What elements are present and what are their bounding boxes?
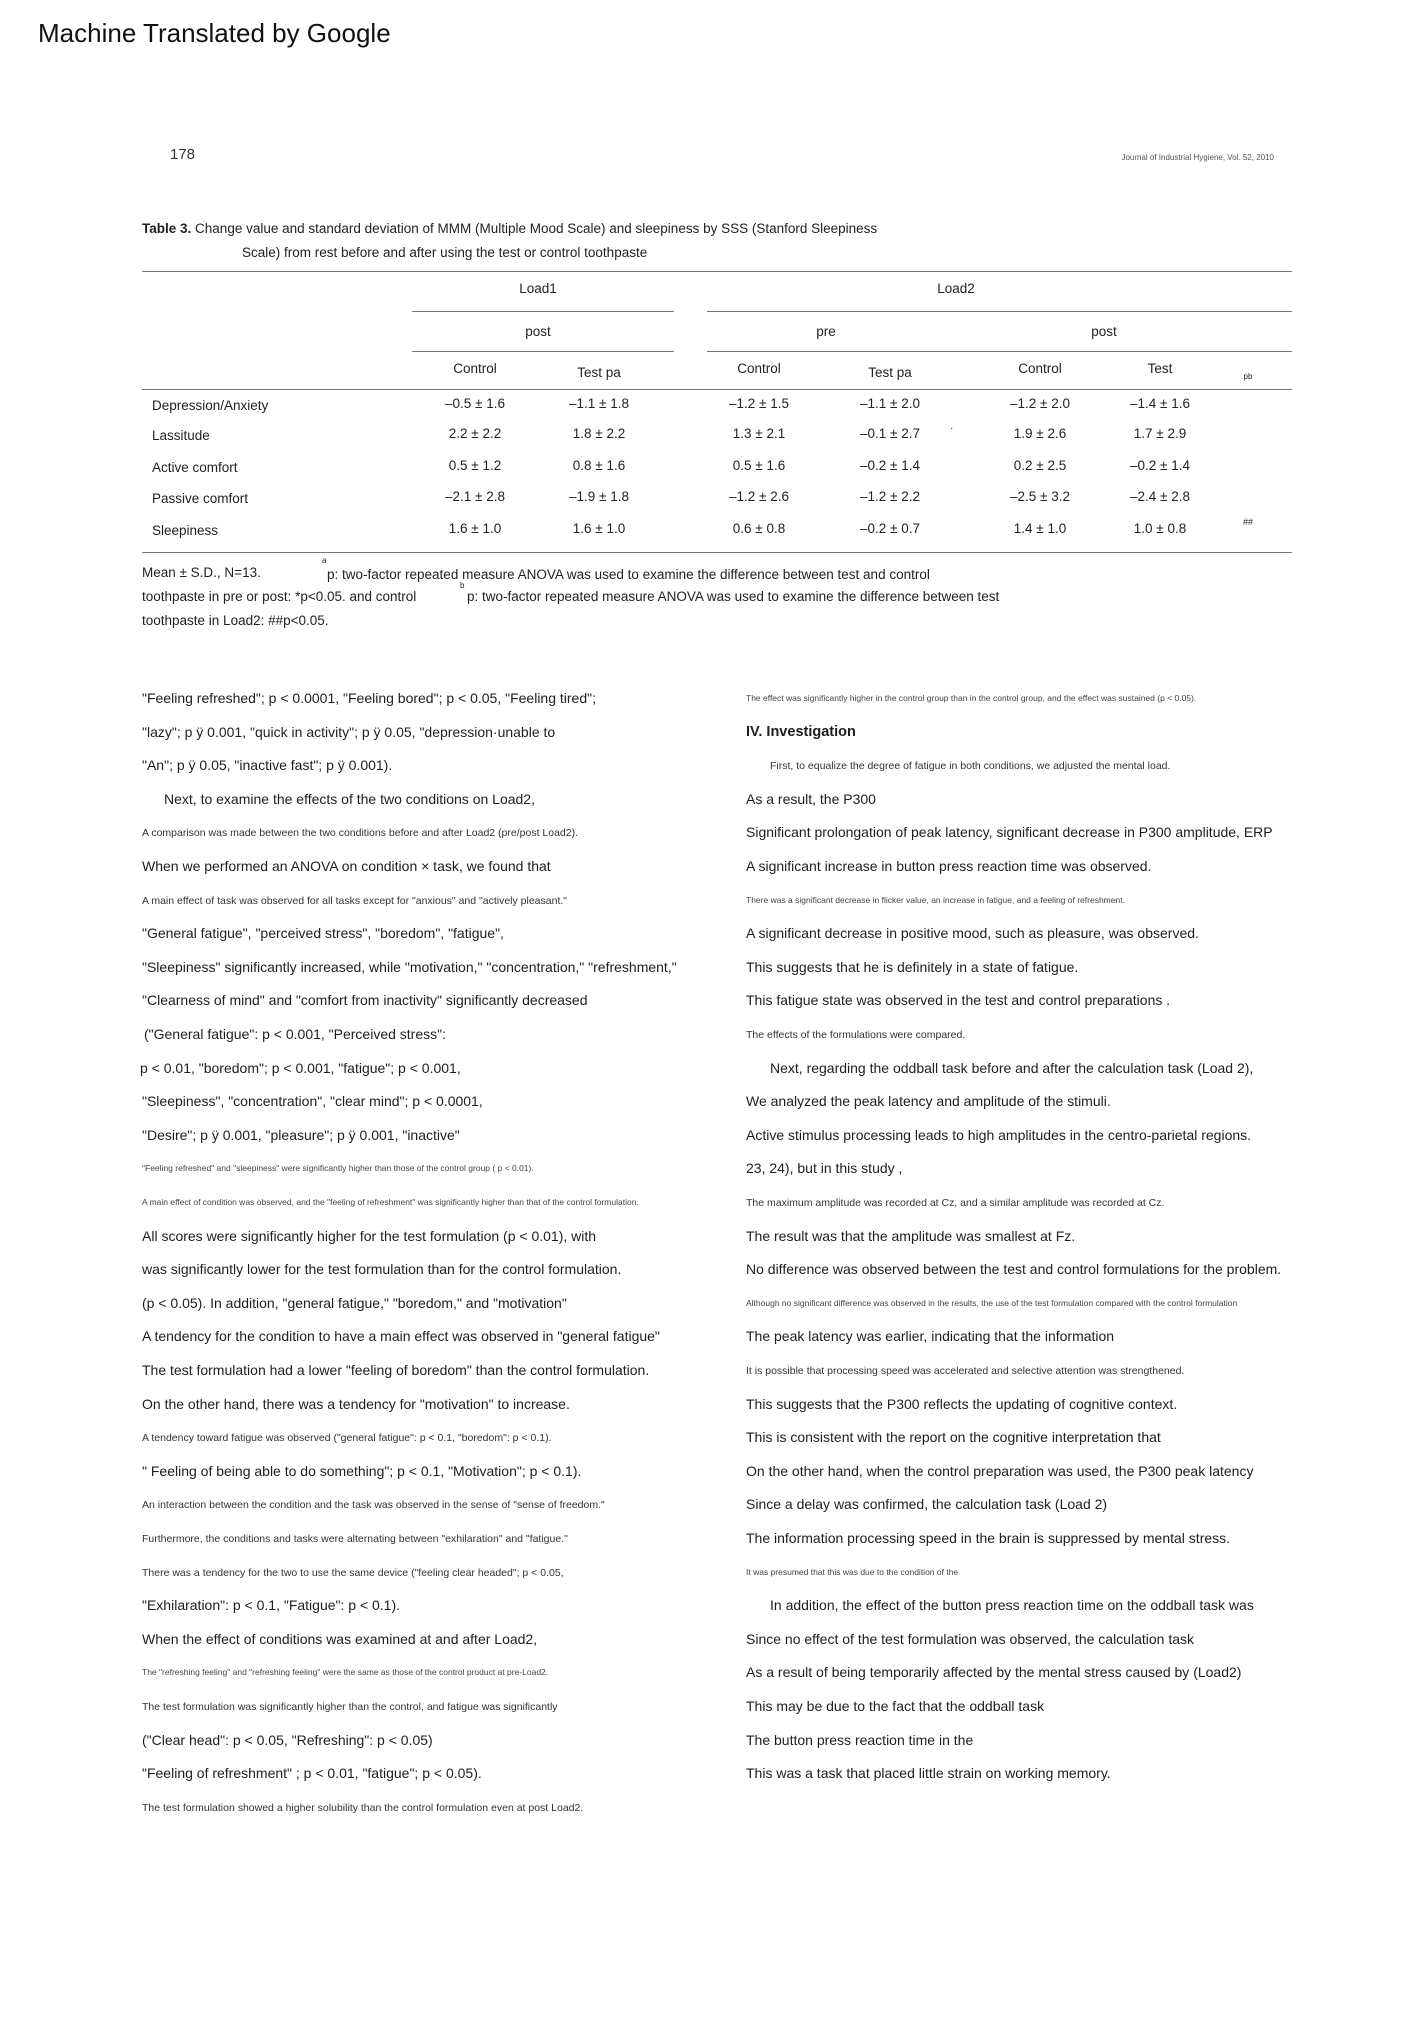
text-line: "Sleepiness" significantly increased, while "motivation," "concentration," "refreshment," (142, 958, 677, 975)
table-cell: 0.6 ± 0.8 (732, 521, 786, 536)
col-header-pb: pb (1243, 372, 1253, 381)
subheader-load1-post: post (525, 324, 551, 339)
text-line: It is possible that processing speed was accelerated and selective attention was strengthened. (746, 1365, 1185, 1377)
text-line: This is consistent with the report on the cognitive interpretation that (746, 1429, 1161, 1446)
text-line: The effects of the formulations were compared. (746, 1029, 966, 1041)
row-label: Sleepiness (152, 523, 219, 538)
table-cell: –2.5 ± 3.2 (1010, 489, 1070, 504)
table-caption-text: Change value and standard deviation of MMM (Multiple Mood Scale) and sleepiness by SSS (Stanford Sleepiness (195, 221, 878, 236)
text-line: ("General fatigue": p < 0.001, "Perceived stress": (144, 1026, 446, 1042)
table-cell: –1.4 ± 1.6 (1130, 396, 1190, 411)
footnote-pb: p: two-factor repeated measure ANOVA was used to examine the difference between test (467, 589, 1000, 604)
text-line: A tendency for the condition to have a main effect was observed in "general fatigue" (142, 1328, 660, 1345)
row-label: Depression/Anxiety (152, 398, 269, 413)
table-cell: –0.5 ± 1.6 (445, 396, 505, 411)
table-cell: 0.5 ± 1.2 (448, 458, 502, 473)
text-line: (p < 0.05). In addition, "general fatigue," "boredom," and "motivation" (142, 1294, 567, 1311)
footnote-sup-a: a (322, 556, 327, 565)
text-line: When we performed an ANOVA on condition × task, we found that (142, 858, 551, 874)
col-header-control-1: Control (453, 361, 497, 376)
text-line: was significantly lower for the test formulation than for the control formulation. (142, 1261, 622, 1278)
load2-rule (707, 311, 1292, 312)
text-line: Significant prolongation of peak latency, significant decrease in P300 amplitude, ERP (746, 824, 1273, 841)
text-line: "General fatigue", "perceived stress", "boredom", "fatigue", (142, 925, 504, 942)
text-line: When the effect of conditions was examined at and after Load2, (142, 1630, 538, 1647)
stray-mark: · (950, 423, 954, 434)
text-line: Since no effect of the test formulation was observed, the calculation task (746, 1630, 1194, 1647)
table-cell: 1.9 ± 2.6 (1013, 426, 1067, 441)
text-line: There was a tendency for the two to use the same device ("feeling clear headed"; p < 0.05, (142, 1566, 564, 1579)
text-line: A tendency toward fatigue was observed ("general fatigue": p < 0.1, "boredom": p < 0.1). (142, 1432, 552, 1445)
text-line: The test formulation had a lower "feeling of boredom" than the control formulation. (142, 1362, 650, 1378)
table-cell: –1.2 ± 2.2 (860, 489, 920, 504)
footnote-sup-b: b (460, 581, 465, 590)
table-caption-label: Table 3. (142, 221, 192, 236)
text-line: A main effect of task was observed for all tasks except for "anxious" and "actively pleasant." (142, 894, 568, 907)
text-line: Next, regarding the oddball task before and after the calculation task (Load 2), (770, 1059, 1254, 1076)
table-cell: 0.8 ± 1.6 (572, 458, 626, 473)
subheader-load2-post: post (1091, 324, 1117, 339)
text-line: ("Clear head": p < 0.05, "Refreshing": p < 0.05) (142, 1731, 433, 1748)
subheader-load2-pre: pre (816, 324, 836, 339)
text-line: This may be due to the fact that the oddball task (746, 1698, 1045, 1714)
text-line: The test formulation showed a higher solubility than the control formulation even at post Load2. (142, 1801, 584, 1814)
table-cell: 1.6 ± 1.0 (572, 521, 626, 536)
page-number: 178 (170, 146, 196, 163)
text-line: This suggests that the P300 reflects the updating of cognitive context. (746, 1395, 1178, 1412)
footnote-pa: p: two-factor repeated measure ANOVA was used to examine the difference between test and control (327, 567, 930, 582)
text-line: The result was that the amplitude was smallest at Fz. (746, 1227, 1076, 1244)
text-line: "Feeling refreshed" and "sleepiness" were significantly higher than those of the control group ( p < 0.01). (142, 1163, 534, 1174)
text-line: On the other hand, when the control preparation was used, the P300 peak latency (746, 1462, 1254, 1479)
table-bottom-rule (142, 552, 1292, 553)
table-cell: –0.2 ± 0.7 (860, 521, 920, 536)
col-header-control-2: Control (737, 361, 781, 376)
group-header-load1: Load1 (519, 281, 557, 296)
table-caption-continuation: Scale) from rest before and after using the test or control toothpaste (242, 245, 648, 260)
table-cell: 1.8 ± 2.2 (572, 426, 626, 441)
footnote-line3: toothpaste in Load2: ##p<0.05. (142, 613, 329, 628)
journal-header: Journal of Industrial Hygiene, Vol. 52, 2010 (1121, 153, 1274, 162)
text-line: All scores were significantly higher for the test formulation (p < 0.01), with (142, 1227, 597, 1244)
text-line: "Exhilaration": p < 0.1, "Fatigue": p < 0.1). (142, 1597, 401, 1614)
table-cell: 1.4 ± 1.0 (1013, 521, 1067, 536)
pb-marker: ## (1242, 517, 1254, 527)
machine-translation-banner: Machine Translated by Google (38, 18, 391, 48)
text-line: Since a delay was confirmed, the calculation task (Load 2) (746, 1496, 1108, 1513)
text-line: First, to equalize the degree of fatigue in both conditions, we adjusted the mental load. (770, 760, 1171, 773)
table-cell: 1.7 ± 2.9 (1133, 426, 1187, 441)
text-line: Although no significant difference was observed in the results, the use of the test formulation compared with the control formulation (746, 1297, 1238, 1308)
table-cell: –0.2 ± 1.4 (1130, 458, 1190, 473)
text-line: On the other hand, there was a tendency for "motivation" to increase. (142, 1395, 570, 1412)
prepost2-rule (707, 351, 1292, 352)
text-line: The information processing speed in the brain is suppressed by mental stress. (746, 1530, 1231, 1546)
table-cell: 1.6 ± 1.0 (448, 521, 502, 536)
text-line: The peak latency was earlier, indicating that the information (746, 1328, 1115, 1345)
table-top-rule (142, 271, 1292, 272)
table-cell: –1.2 ± 2.0 (1010, 396, 1070, 411)
table-cell: 2.2 ± 2.2 (448, 426, 502, 441)
load1-rule (412, 311, 674, 312)
text-line: As a result, the P300 (746, 790, 876, 807)
post1-rule (412, 351, 674, 352)
text-line: The test formulation was significantly higher than the control, and fatigue was significantly (142, 1701, 558, 1713)
text-line: This fatigue state was observed in the test and control preparations . (746, 992, 1171, 1009)
table-cell: –0.2 ± 1.4 (860, 458, 920, 473)
table-cell: –1.2 ± 1.5 (729, 396, 789, 411)
text-line: "Desire"; p ÿ 0.001, "pleasure"; p ÿ 0.001, "inactive" (142, 1126, 460, 1143)
table-cell: –0.1 ± 2.7 (860, 426, 920, 441)
text-line: No difference was observed between the test and control formulations for the problem. (746, 1261, 1282, 1278)
group-header-load2: Load2 (937, 281, 975, 296)
col-header-test-2: Test pa (868, 365, 912, 380)
text-line: "Sleepiness", "concentration", "clear mind"; p < 0.0001, (142, 1093, 483, 1110)
text-line: It was presumed that this was due to the condition of the (746, 1566, 959, 1577)
text-line: Active stimulus processing leads to high amplitudes in the centro-parietal regions. (746, 1126, 1252, 1143)
table-cell: –1.9 ± 1.8 (569, 489, 629, 504)
header-bottom-rule (142, 389, 1292, 390)
text-line: "lazy"; p ÿ 0.001, "quick in activity"; p ÿ 0.05, "depression·unable to (142, 723, 556, 740)
table-cell: –1.1 ± 2.0 (860, 396, 920, 411)
text-line: A main effect of condition was observed, and the "feeling of refreshment" was significantly higher than that of the control formulation. (142, 1197, 639, 1207)
table-cell: 0.2 ± 2.5 (1013, 458, 1067, 473)
text-line: In addition, the effect of the button press reaction time on the oddball task was (770, 1597, 1254, 1614)
row-label: Lassitude (152, 428, 210, 443)
text-line: "An"; p ÿ 0.05, "inactive fast"; p ÿ 0.001). (142, 757, 393, 774)
text-line: We analyzed the peak latency and amplitude of the stimuli. (746, 1093, 1111, 1110)
col-header-control-3: Control (1018, 361, 1062, 376)
row-label: Active comfort (152, 460, 238, 475)
text-line: "Feeling of refreshment" ; p < 0.01, "fatigue"; p < 0.05). (142, 1765, 482, 1782)
table-caption (142, 217, 1292, 265)
table-cell: 0.5 ± 1.6 (732, 458, 786, 473)
text-line: This was a task that placed little strain on working memory. (746, 1765, 1111, 1782)
text-line: This suggests that he is definitely in a state of fatigue. (746, 958, 1079, 975)
text-line: 23, 24), but in this study , (746, 1160, 903, 1177)
text-line: A significant decrease in positive mood, such as pleasure, was observed. (746, 925, 1199, 942)
col-header-test-1: Test pa (577, 365, 621, 380)
table-cell: 1.3 ± 2.1 (732, 426, 786, 441)
text-line: Furthermore, the conditions and tasks were alternating between "exhilaration" and "fatigue." (142, 1533, 568, 1545)
text-line: "Clearness of mind" and "comfort from inactivity" significantly decreased (142, 992, 588, 1009)
table-cell: –1.2 ± 2.6 (729, 489, 789, 504)
table-cell: 1.0 ± 0.8 (1133, 521, 1187, 536)
text-line: p < 0.01, "boredom"; p < 0.001, "fatigue"; p < 0.001, (140, 1059, 461, 1076)
table-cell: –2.1 ± 2.8 (445, 489, 505, 504)
text-line: Next, to examine the effects of the two conditions on Load2, (164, 790, 535, 807)
text-line: There was a significant decrease in flicker value, an increase in fatigue, and a feeling of refreshment. (746, 894, 1125, 905)
text-line: A comparison was made between the two conditions before and after Load2 (pre/post Load2). (142, 827, 579, 840)
footnote-line2: toothpaste in pre or post: *p<0.05. and control (142, 589, 417, 604)
text-line: The "refreshing feeling" and "refreshing feeling" were the same as those of the control product at pre-Load2. (142, 1667, 549, 1678)
text-line: " Feeling of being able to do something"; p < 0.1, "Motivation"; p < 0.1). (142, 1462, 582, 1479)
text-line: The effect was significantly higher in the control group than in the control group, and the effect was sustained (p < 0.05). (746, 693, 1197, 703)
text-line: "Feeling refreshed"; p < 0.0001, "Feeling bored"; p < 0.05, "Feeling tired"; (142, 690, 596, 706)
text-line: The button press reaction time in the (746, 1731, 974, 1748)
footnote-mean-sd: Mean ± S.D., N=13. (142, 565, 261, 580)
col-header-test-3: Test (1147, 361, 1173, 376)
results-table (142, 271, 1292, 553)
text-line: IV. Investigation (746, 723, 856, 740)
row-label: Passive comfort (152, 491, 249, 506)
text-line: An interaction between the condition and the task was observed in the sense of "sense of freedom." (142, 1499, 605, 1512)
text-line: The maximum amplitude was recorded at Cz, and a similar amplitude was recorded at Cz. (746, 1197, 1165, 1209)
table-cell: –1.1 ± 1.8 (569, 396, 629, 411)
text-line: A significant increase in button press reaction time was observed. (746, 858, 1152, 874)
text-line: As a result of being temporarily affected by the mental stress caused by (Load2) (746, 1664, 1242, 1681)
table-cell: –2.4 ± 2.8 (1130, 489, 1190, 504)
